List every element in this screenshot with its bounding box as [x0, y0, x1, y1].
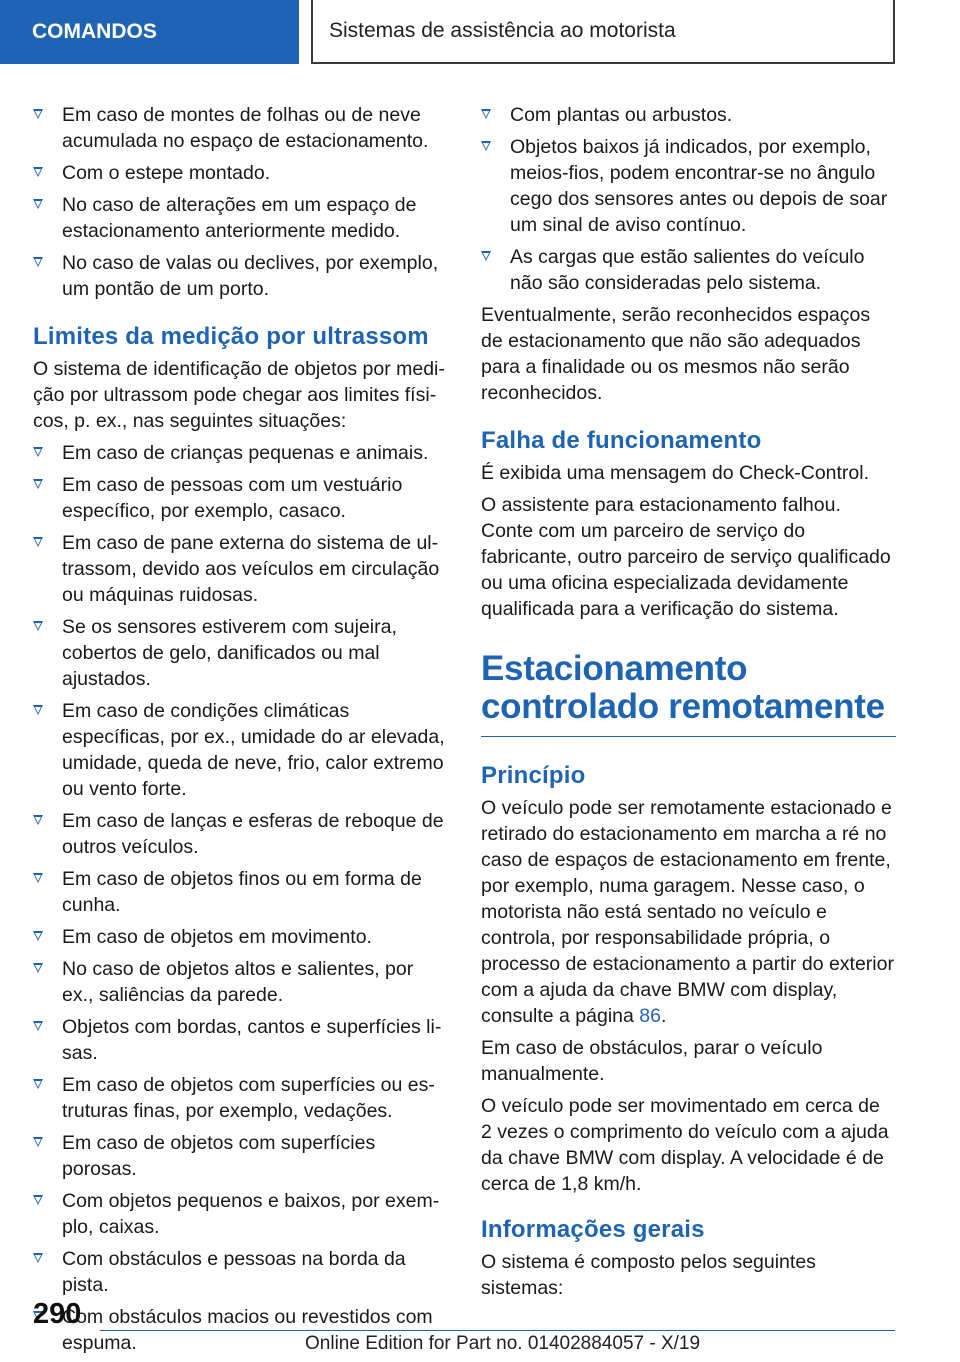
triangle-bullet-icon [33, 447, 43, 457]
triangle-bullet-icon [481, 141, 491, 151]
page-number: 290 [33, 1298, 82, 1330]
list-item: Em caso de condições climáticas específicas, por ex., umidade do ar elevada, umidade, queda de neve, frio, calor extremo ou vento forte. [33, 698, 447, 802]
triangle-bullet-icon [33, 621, 43, 631]
triangle-bullet-icon [33, 167, 43, 177]
list-item: Em caso de objetos com superfícies ou estruturas finas, por exemplo, vedações. [33, 1072, 447, 1124]
triangle-bullet-icon [33, 1079, 43, 1089]
triangle-bullet-icon [33, 931, 43, 941]
limits-heading: Limites da medição por ultrassom [33, 323, 429, 350]
triangle-bullet-icon [33, 705, 43, 715]
section-heading: Estacionamento controlado remotamente [481, 650, 896, 737]
footer-edition-text: Online Edition for Part no. 01402884057 - X/19 [305, 1333, 701, 1354]
list-item: Em caso de objetos com superfícies porosas. [33, 1130, 447, 1182]
triangle-bullet-icon [33, 479, 43, 489]
list-item: Objetos baixos já indicados, por exemplo, meios-fios, podem encontrar-se no ângulo cego dos sensores antes ou depois de soar um sinal de aviso contínuo. [481, 134, 896, 238]
triangle-bullet-icon [33, 537, 43, 547]
list-item: As cargas que estão salientes do veículo não são consideradas pelo sistema. [481, 244, 896, 296]
continued-paragraph: Eventualmente, serão reconhecidos espaços de estacionamento que não são adequados para a finalidade ou os mesmos não serão reconhecidos. [481, 304, 871, 404]
chapter-title: Sistemas de assistência ao motorista [329, 19, 676, 42]
triangle-bullet-icon [33, 1195, 43, 1205]
triangle-bullet-icon [33, 257, 43, 267]
failure-paragraph-1: É exibida uma mensagem do Check-Control. [481, 462, 870, 484]
list-item: No caso de valas ou declives, por exemplo, um pontão de um porto. [33, 250, 447, 302]
list-item: No caso de alterações em um espaço de estacionamento anteriormente medido. [33, 192, 447, 244]
page-reference-link[interactable]: 86 [639, 1005, 661, 1027]
triangle-bullet-icon [481, 109, 491, 119]
triangle-bullet-icon [33, 1253, 43, 1263]
failure-heading: Falha de funcionamento [481, 427, 762, 454]
footer-divider [100, 1330, 895, 1331]
general-info-paragraph: O sistema é composto pelos seguintes sistemas: [481, 1251, 816, 1299]
list-item: Com obstáculos e pessoas na borda da pista. [33, 1246, 447, 1298]
general-info-heading: Informações gerais [481, 1216, 705, 1243]
triangle-bullet-icon [33, 1021, 43, 1031]
continued-bullet-list [481, 102, 896, 296]
principle-paragraph-3: O veículo pode ser movimentado em cerca de 2 vezes o comprimento do veículo com a ajuda da chave BMW com display. A velocidade é de cerca de 1,8 km/h. [481, 1095, 889, 1195]
list-item: Com o estepe montado. [33, 160, 447, 186]
chapter-header [311, 0, 895, 64]
list-item: Em caso de objetos em movimento. [33, 924, 447, 950]
list-item: Em caso de crianças pequenas e animais. [33, 440, 447, 466]
list-item: Em caso de objetos finos ou em forma de cunha. [33, 866, 447, 918]
list-item: Com plantas ou arbustos. [481, 102, 896, 128]
section-title: COMANDOS [32, 20, 157, 43]
list-item: Em caso de pessoas com um vestuário específico, por exemplo, casaco. [33, 472, 447, 524]
list-item: Objetos com bordas, cantos e superfícies lisas. [33, 1014, 447, 1066]
failure-paragraph-2: O assistente para estacionamento falhou. Conte com um parceiro de serviço do fabricante, outro parceiro de serviço qualificado ou uma oficina especializada devidamente qualificada para a verificação do sistema. [481, 494, 891, 620]
limits-bullet-list [33, 440, 447, 1356]
left-column [33, 102, 447, 1362]
triangle-bullet-icon [33, 963, 43, 973]
list-item: Se os sensores estiverem com sujeira, cobertos de gelo, danificados ou mal ajustados. [33, 614, 447, 692]
limits-paragraph: O sistema de identificação de objetos por medição por ultrassom pode chegar aos limites físicos, p. ex., nas seguintes situações: [33, 358, 445, 432]
triangle-bullet-icon [33, 873, 43, 883]
right-column [481, 102, 896, 1307]
principle-heading: Princípio [481, 762, 586, 789]
triangle-bullet-icon [33, 109, 43, 119]
triangle-bullet-icon [33, 815, 43, 825]
list-item: Em caso de montes de folhas ou de neve acumulada no espaço de estacionamento. [33, 102, 447, 154]
list-item: Com objetos pequenos e baixos, por exemplo, caixas. [33, 1188, 447, 1240]
principle-paragraph-1: O veículo pode ser remotamente estacionado e retirado do estacionamento em marcha a ré no caso de espaços de estacionamento em frente, por exemplo, numa garagem. Nesse caso, o motorista não está sentado no veículo e controla, por responsabilidade própria, o processo de estacionamento a partir do exterior com a ajuda da chave BMW com display, consulte a página 86. [481, 797, 894, 1027]
section-tab [0, 0, 299, 64]
triangle-bullet-icon [481, 251, 491, 261]
list-item: No caso de objetos altos e salientes, por ex., saliências da parede. [33, 956, 447, 1008]
list-item: Com obstáculos macios ou revestidos com espuma. [33, 1304, 447, 1356]
triangle-bullet-icon [33, 199, 43, 209]
list-item: Em caso de pane externa do sistema de ultrassom, devido aos veículos em circulação ou máquinas ruidosas. [33, 530, 447, 608]
intro-bullet-list [33, 102, 447, 302]
principle-paragraph-2: Em caso de obstáculos, parar o veículo manualmente. [481, 1037, 823, 1085]
list-item: Em caso de lanças e esferas de reboque de outros veículos. [33, 808, 447, 860]
triangle-bullet-icon [33, 1137, 43, 1147]
